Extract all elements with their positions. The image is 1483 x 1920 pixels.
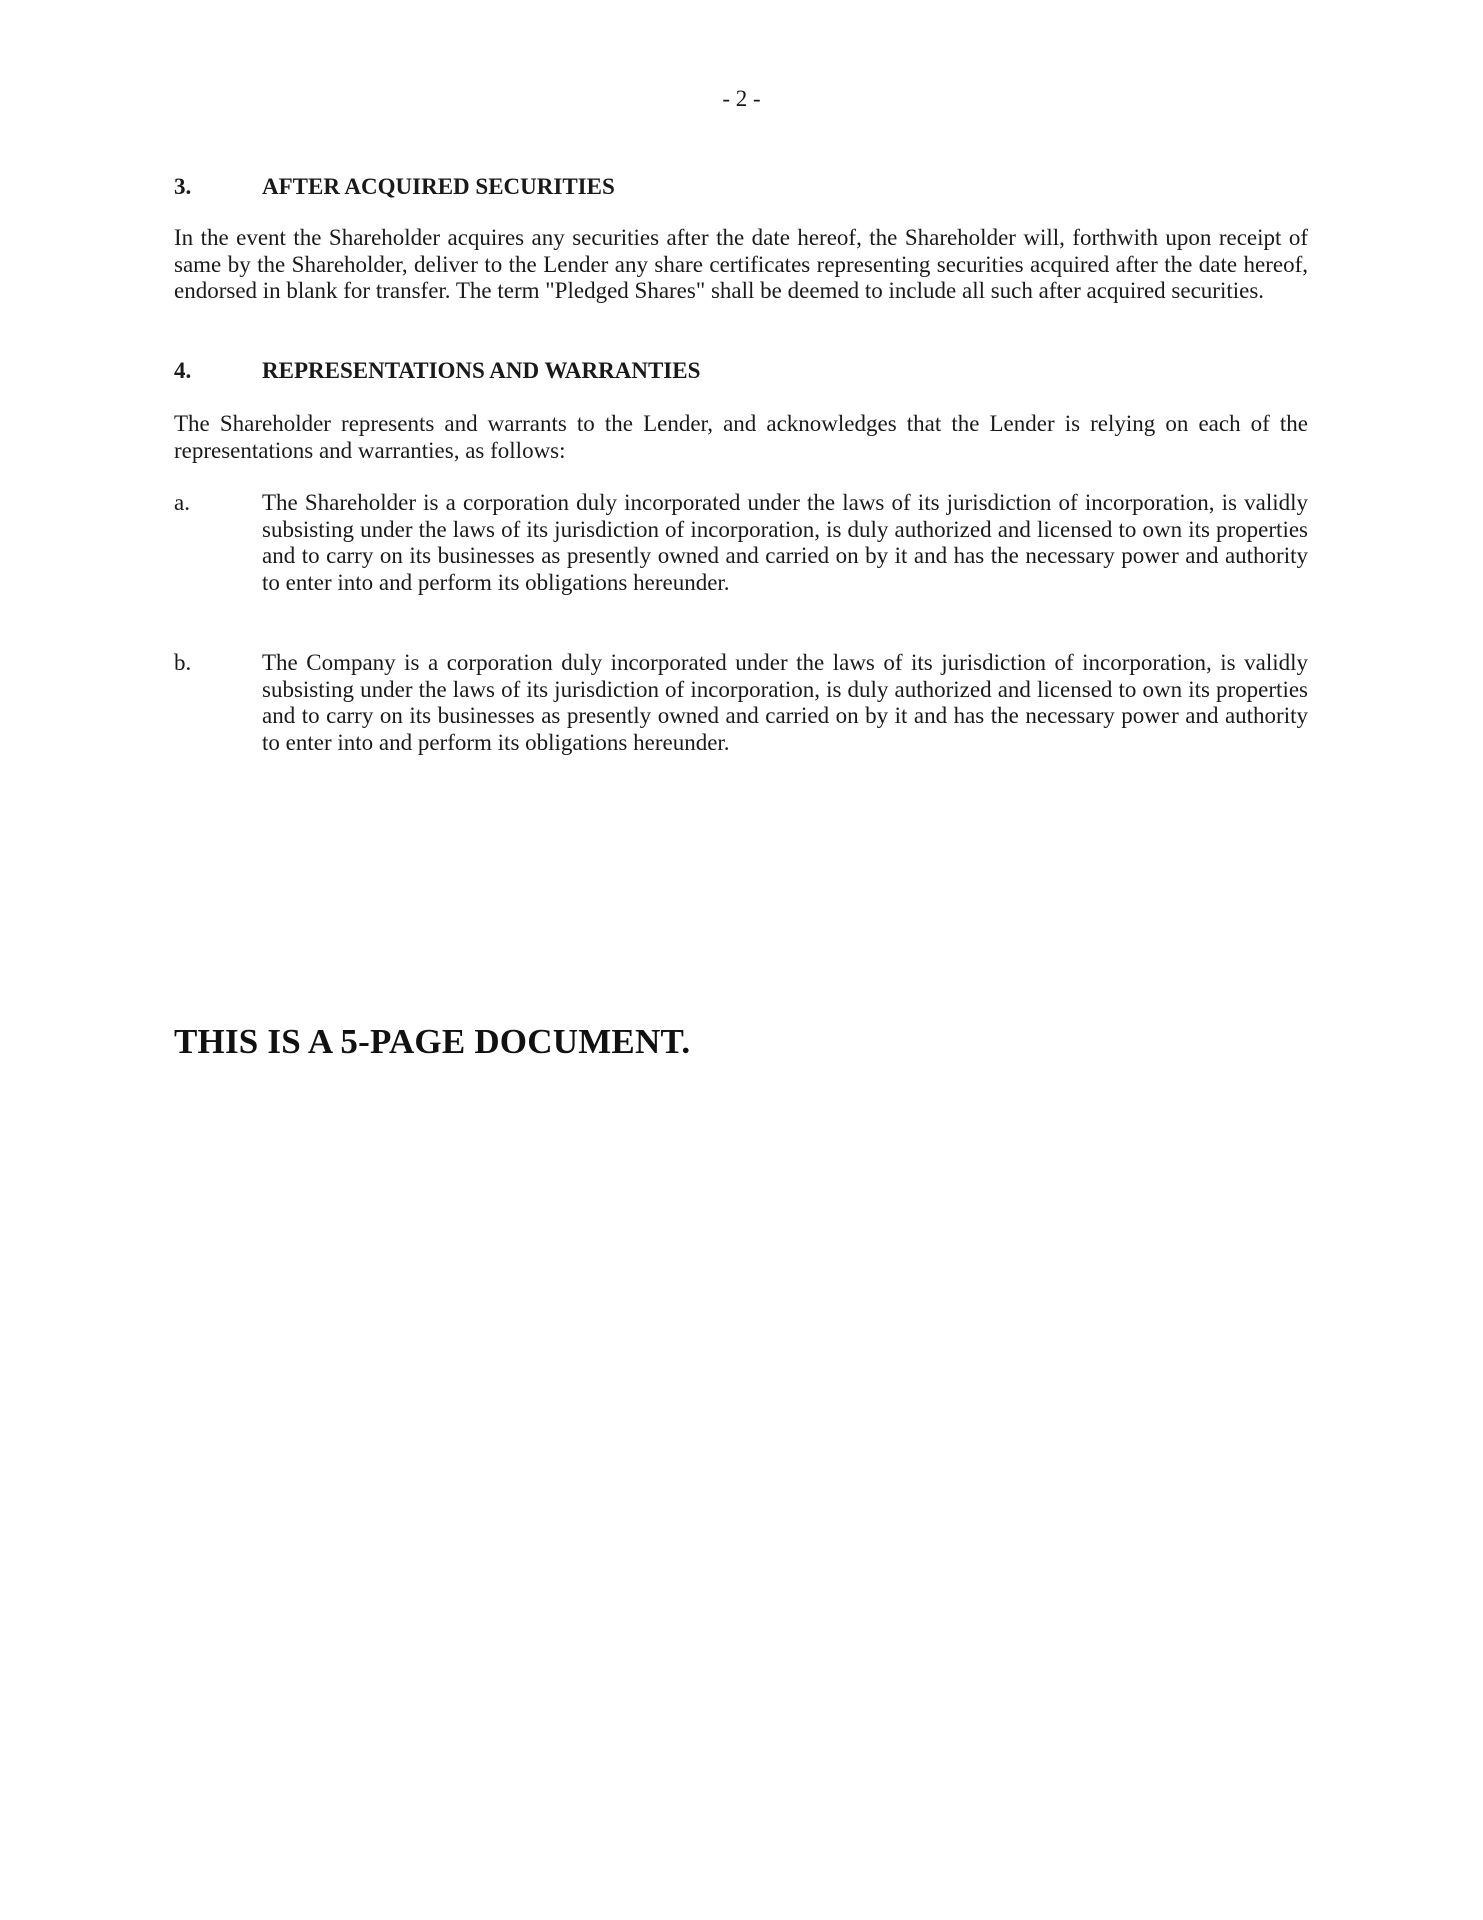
page-count-banner: THIS IS A 5-PAGE DOCUMENT. [174,1022,691,1061]
list-item-letter: a. [174,490,190,515]
section-title: AFTER ACQUIRED SECURITIES [262,174,615,199]
section-title: REPRESENTATIONS AND WARRANTIES [262,358,701,383]
section-heading [174,174,1314,200]
section-paragraph: In the event the Shareholder acquires any securities after the date hereof, the Shareholder will, forthwith upon receipt of same by the Shareholder, deliver to the Lender any share certificates representing securities acquired after the date hereof, endorsed in blank for transfer. The term "Pledged Shares" shall be deemed to include all such after acquired securities. [174,225,1308,303]
list-item-text: The Company is a corporation duly incorporated under the laws of its jurisdiction of incorporation, is validly subsisting under the laws of its jurisdiction of incorporation, is duly authorized and licensed to own its properties and to carry on its businesses as presently owned and carried on by it and has the necessary power and authority to enter into and perform its obligations hereunder. [262,650,1308,755]
page-number: - 2 - [722,86,761,111]
section-number: 3. [174,174,192,199]
section-heading [174,358,1314,384]
list-item [174,490,1308,596]
list-item-text: The Shareholder is a corporation duly incorporated under the laws of its jurisdiction of incorporation, is validly subsisting under the laws of its jurisdiction of incorporation, is duly authorized and licensed to own its properties and to carry on its businesses as presently owned and carried on by it and has the necessary power and authority to enter into and perform its obligations hereunder. [262,490,1308,595]
section-paragraph: The Shareholder represents and warrants to the Lender, and acknowledges that the Lender is relying on each of the representations and warranties, as follows: [174,411,1308,463]
list-item [174,650,1308,756]
list-item-letter: b. [174,650,192,675]
section-number: 4. [174,358,192,383]
